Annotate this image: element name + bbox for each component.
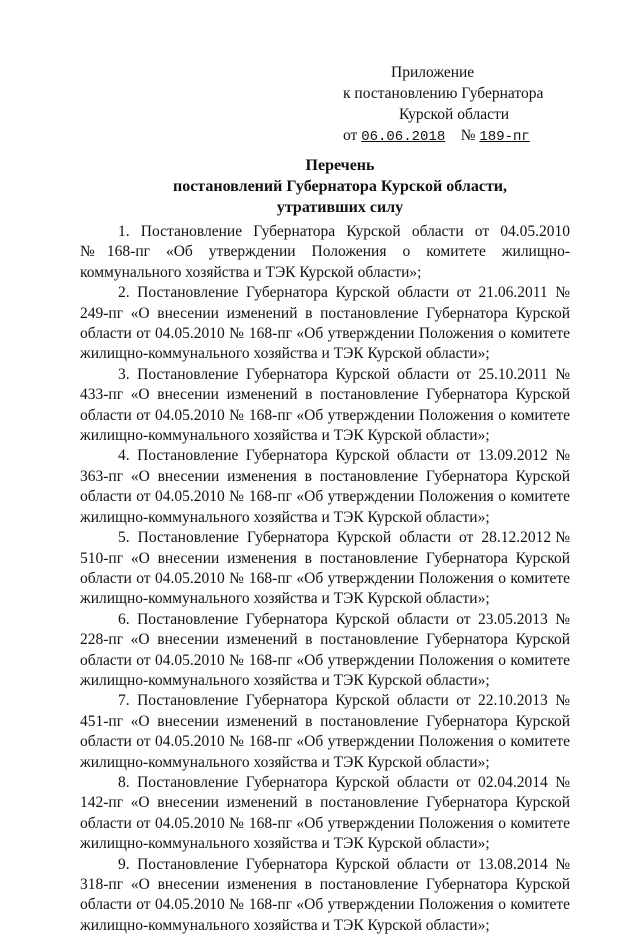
decree-list <box>80 222 570 936</box>
list-item: 8. Постановление Губернатора Курской области от 02.04.2014 № 142-пг «О внесении изменений в постановление Губернатора Курской области от 04.05.2010 № 168-пг «Об утверждении Положения о комитете жилищно-коммунального хозяйства и ТЭК Курской области»; <box>80 773 570 853</box>
title-line-2: постановлений Губернатора Курской области, <box>172 178 508 195</box>
title-line-1: Перечень <box>305 157 375 174</box>
appendix-reference: к постановлению Губернатора <box>343 85 544 102</box>
appendix-date-number <box>343 125 613 148</box>
list-item: 6. Постановление Губернатора Курской области от 23.05.2013 № 228-пг «О внесении изменений в постановление Губернатора Курской области от 04.05.2010 № 168-пг «Об утверждении Положения о комитете жилищно-коммунального хозяйства и ТЭК Курской области»; <box>80 610 570 689</box>
list-item: 7. Постановление Губернатора Курской области от 22.10.2013 № 451-пг «О внесении изменений в постановление Губернатора Курской области от 04.05.2010 № 168-пг «Об утверждении Положения о комитете жилищно-коммунального хозяйства и ТЭК Курской области»; <box>80 692 570 771</box>
decree-number: 189-пг <box>479 129 530 145</box>
list-item: 4. Постановление Губернатора Курской области от 13.09.2012 № 363-пг «О внесении изменения в постановление Губернатора Курской области от 04.05.2010 № 168-пг «Об утверждении Положения о комитете жилищно-коммунального хозяйства и ТЭК Курской области»; <box>80 447 570 526</box>
document-title <box>40 155 640 218</box>
decree-date: 06.06.2018 <box>361 129 446 145</box>
appendix-region: Курской области <box>399 106 510 123</box>
list-item: 3. Постановление Губернатора Курской области от 25.10.2011 № 433-пг «О внесении изменений в постановление Губернатора Курской области от 04.05.2010 № 168-пг «Об утверждении Положения о комитете жилищно-коммунального хозяйства и ТЭК Курской области»; <box>80 365 570 445</box>
appendix-header <box>343 62 613 148</box>
list-item: 2. Постановление Губернатора Курской области от 21.06.2011 № 249-пг «О внесении изменений в постановление Губернатора Курской области от 04.05.2010 № 168-пг «Об утверждении Положения о комитете жилищно-коммунального хозяйства и ТЭК Курской области»; <box>80 284 570 363</box>
number-prefix: № <box>460 127 476 144</box>
date-prefix: от <box>343 127 358 144</box>
list-item: 1. Постановление Губернатора Курской области от 04.05.2010 №168-пг «Об утверждении Положения о комитете жилищно-коммунального хозяйства и ТЭК Курской области»; <box>80 223 570 281</box>
appendix-title: Приложение <box>391 64 475 81</box>
list-item: 5. Постановление Губернатора Курской области от 28.12.2012№ 510-пг «О внесении изменения в постановление Губернатора Курской области от 04.05.2010 № 168-пг «Об утверждении Положения о комитете жилищно-коммунального хозяйства и ТЭК Курской области»; <box>80 529 570 608</box>
title-line-3: утративших силу <box>276 199 404 216</box>
list-item: 9. Постановление Губернатора Курской области от 13.08.2014 № 318-пг «О внесении изменения в постановление Губернатора Курской области от 04.05.2010 № 168-пг «Об утверждении Положения о комитете жилищно-коммунального хозяйства и ТЭК Курской области»; <box>80 855 570 934</box>
